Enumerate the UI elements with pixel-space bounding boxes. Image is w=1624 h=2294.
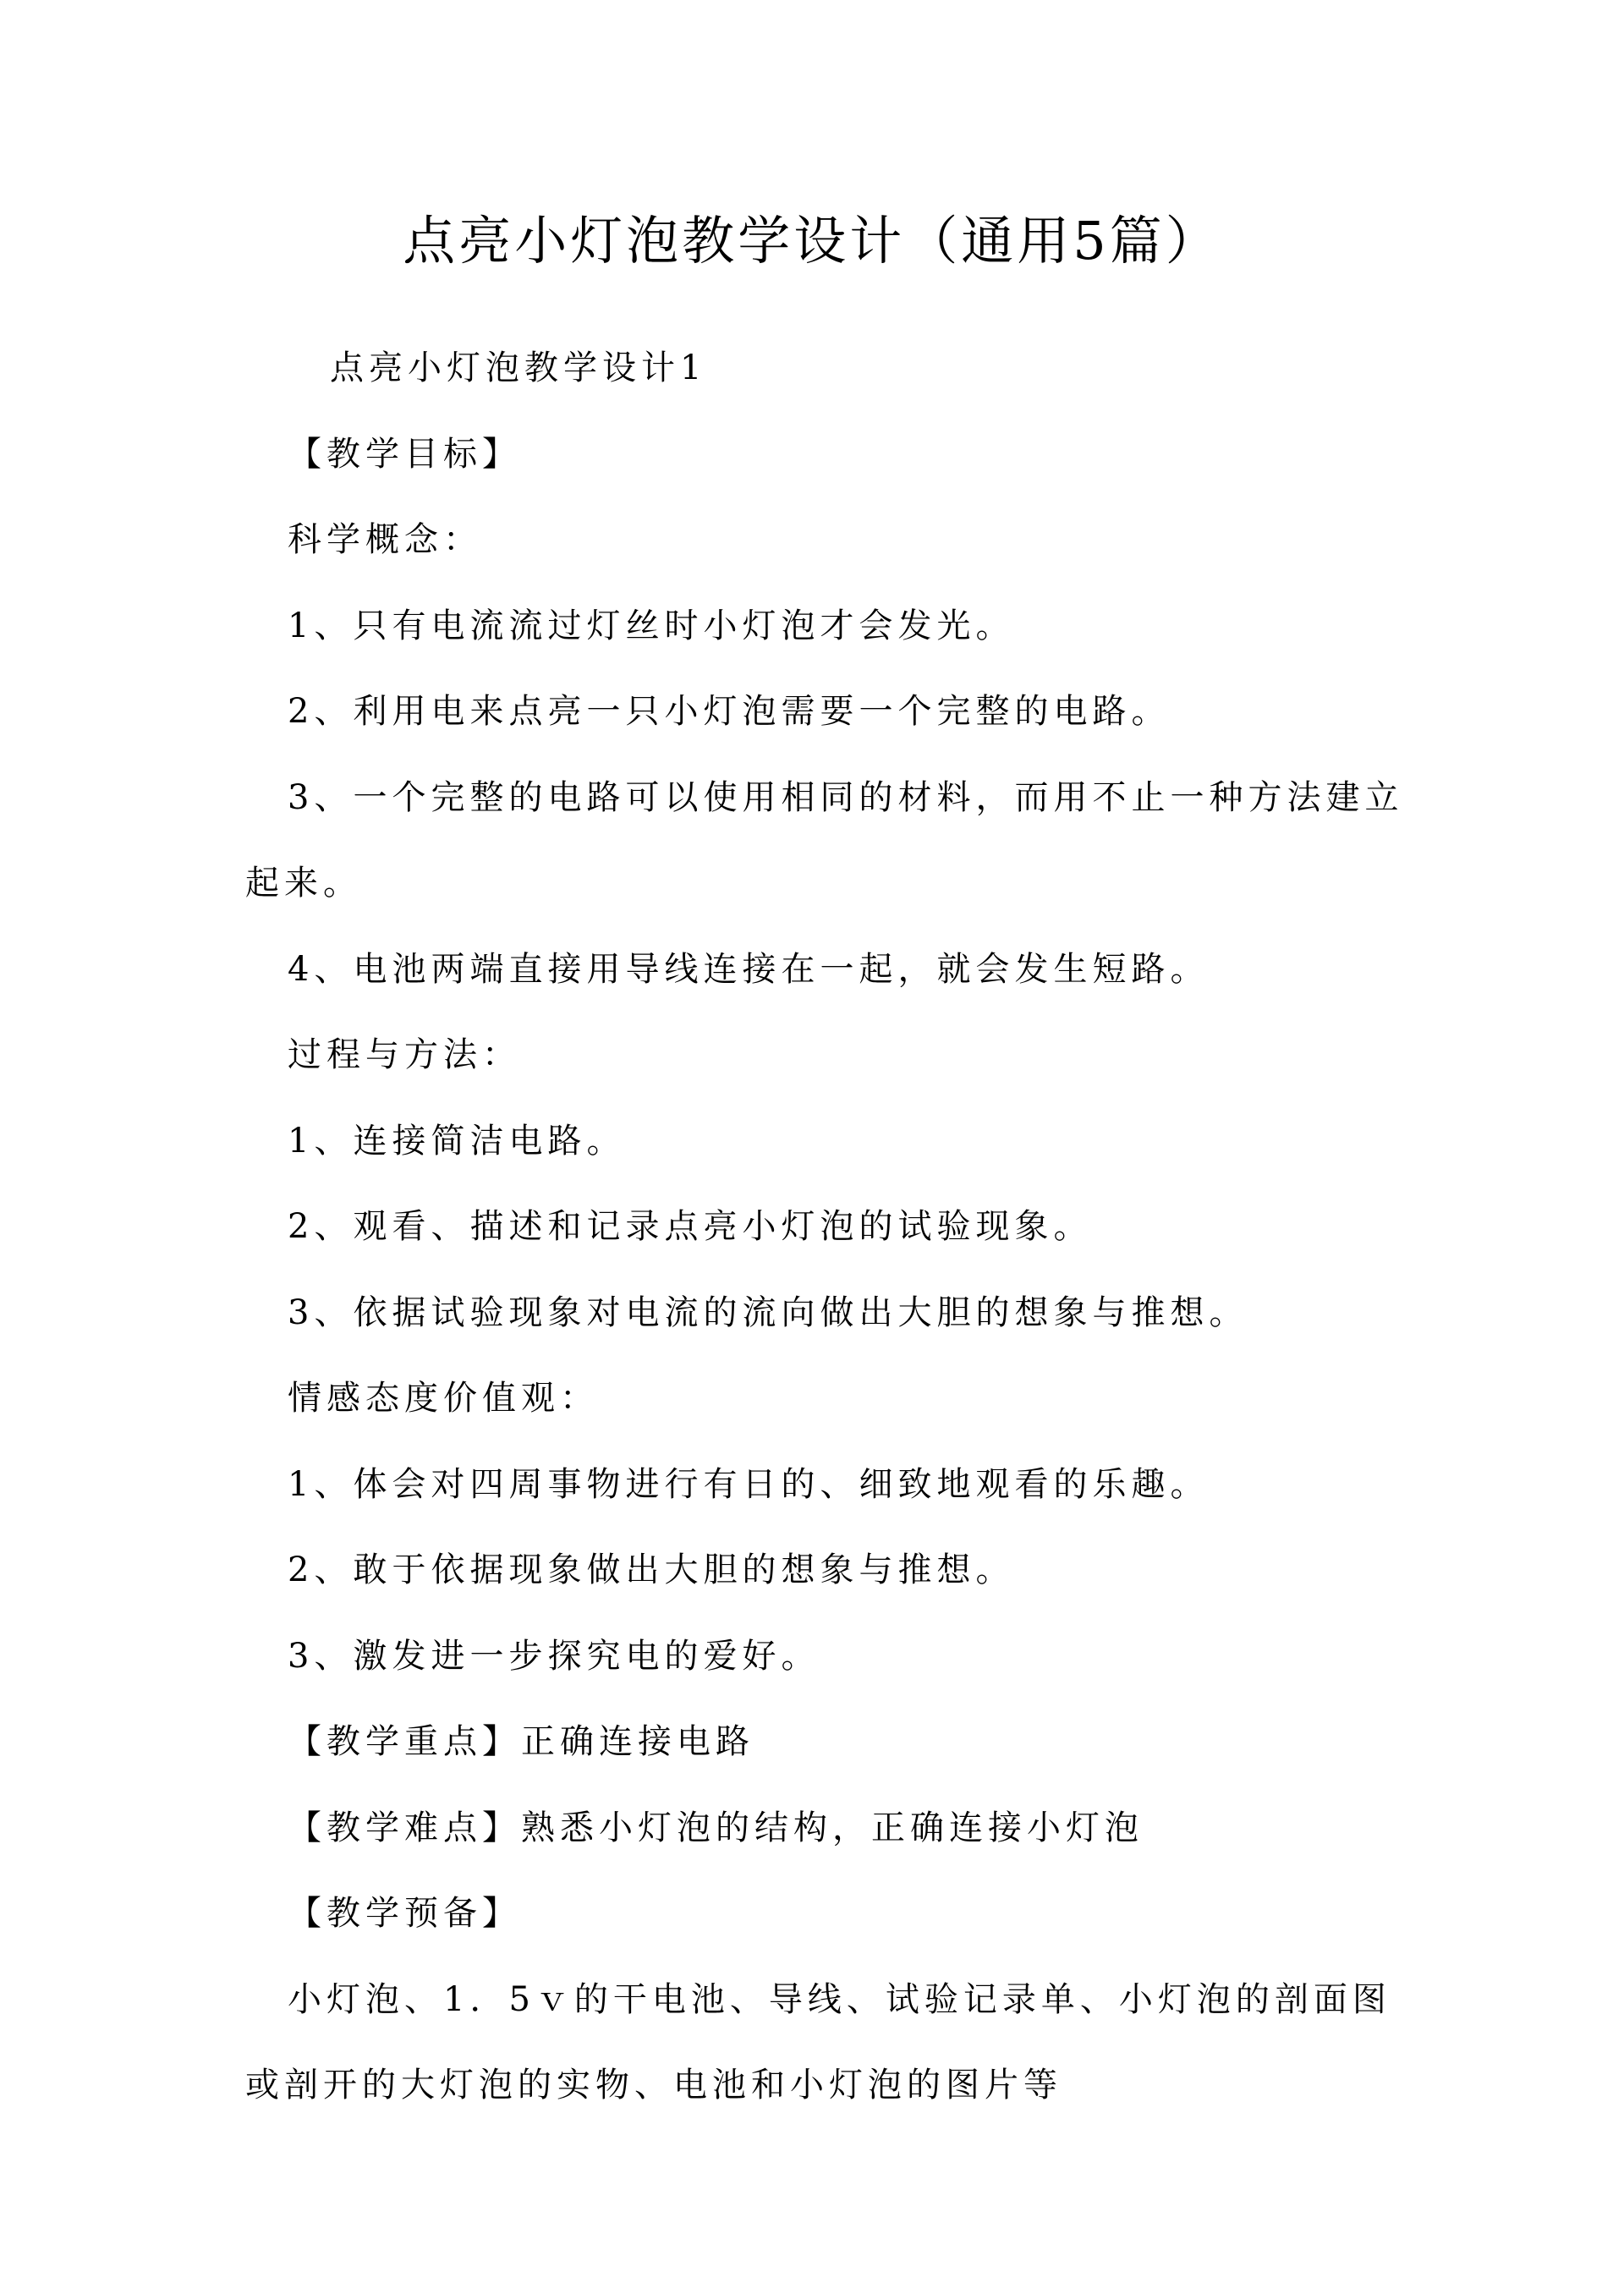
text-line: 1、体会对四周事物进行有日的、细致地观看的乐趣。 [288, 1464, 1210, 1504]
text-line: 2、利用电来点亮一只小灯泡需要一个完整的电路。 [288, 692, 1171, 731]
text-line: 3、激发进一步探究电的爱好。 [288, 1636, 820, 1676]
text-line: 2、敢于依据现象做出大胆的想象与推想。 [288, 1550, 1015, 1589]
teaching-difficulties: 【教学难点】熟悉小灯泡的结构，正确连接小灯泡 [288, 1808, 1144, 1847]
text-line: 2、观看、描述和记录点亮小灯泡的试验现象。 [288, 1207, 1093, 1246]
text-line-continuation: 或剖开的大灯泡的实物、电池和小灯泡的图片等 [245, 2066, 1062, 2105]
text-line: 3、一个完整的电路可以使用相同的材料，而用不止一种方法建立 [288, 777, 1404, 817]
text-line-continuation: 起来。 [245, 864, 362, 903]
subheading-attitudes-values: 情感态度价值观： [288, 1379, 599, 1418]
section-subtitle: 点亮小灯泡教学设计1 [330, 348, 707, 387]
text-line: 小灯泡、1．5ｖ的干电池、导线、试验记录单、小灯泡的剖面图 [288, 1979, 1391, 2019]
text-line: 3、依据试验现象对电流的流向做出大胆的想象与推想。 [288, 1292, 1248, 1332]
text-line: 4、电池两端直接用导线连接在一起，就会发生短路。 [288, 949, 1210, 989]
subheading-science-concepts: 科学概念： [288, 520, 482, 559]
document-title: 点亮小灯泡教学设计（通用5篇） [403, 210, 1221, 272]
text-line: 1、连接简洁电路。 [288, 1121, 626, 1161]
teaching-key-points: 【教学重点】正确连接电路 [288, 1722, 754, 1761]
document-body [245, 326, 1404, 2129]
heading-teaching-preparation: 【教学预备】 [288, 1894, 521, 1933]
subheading-process-methods: 过程与方法： [288, 1035, 521, 1074]
text-line: 1、只有电流流过灯丝时小灯泡才会发光。 [288, 606, 1015, 645]
heading-teaching-goals: 【教学目标】 [288, 434, 521, 474]
